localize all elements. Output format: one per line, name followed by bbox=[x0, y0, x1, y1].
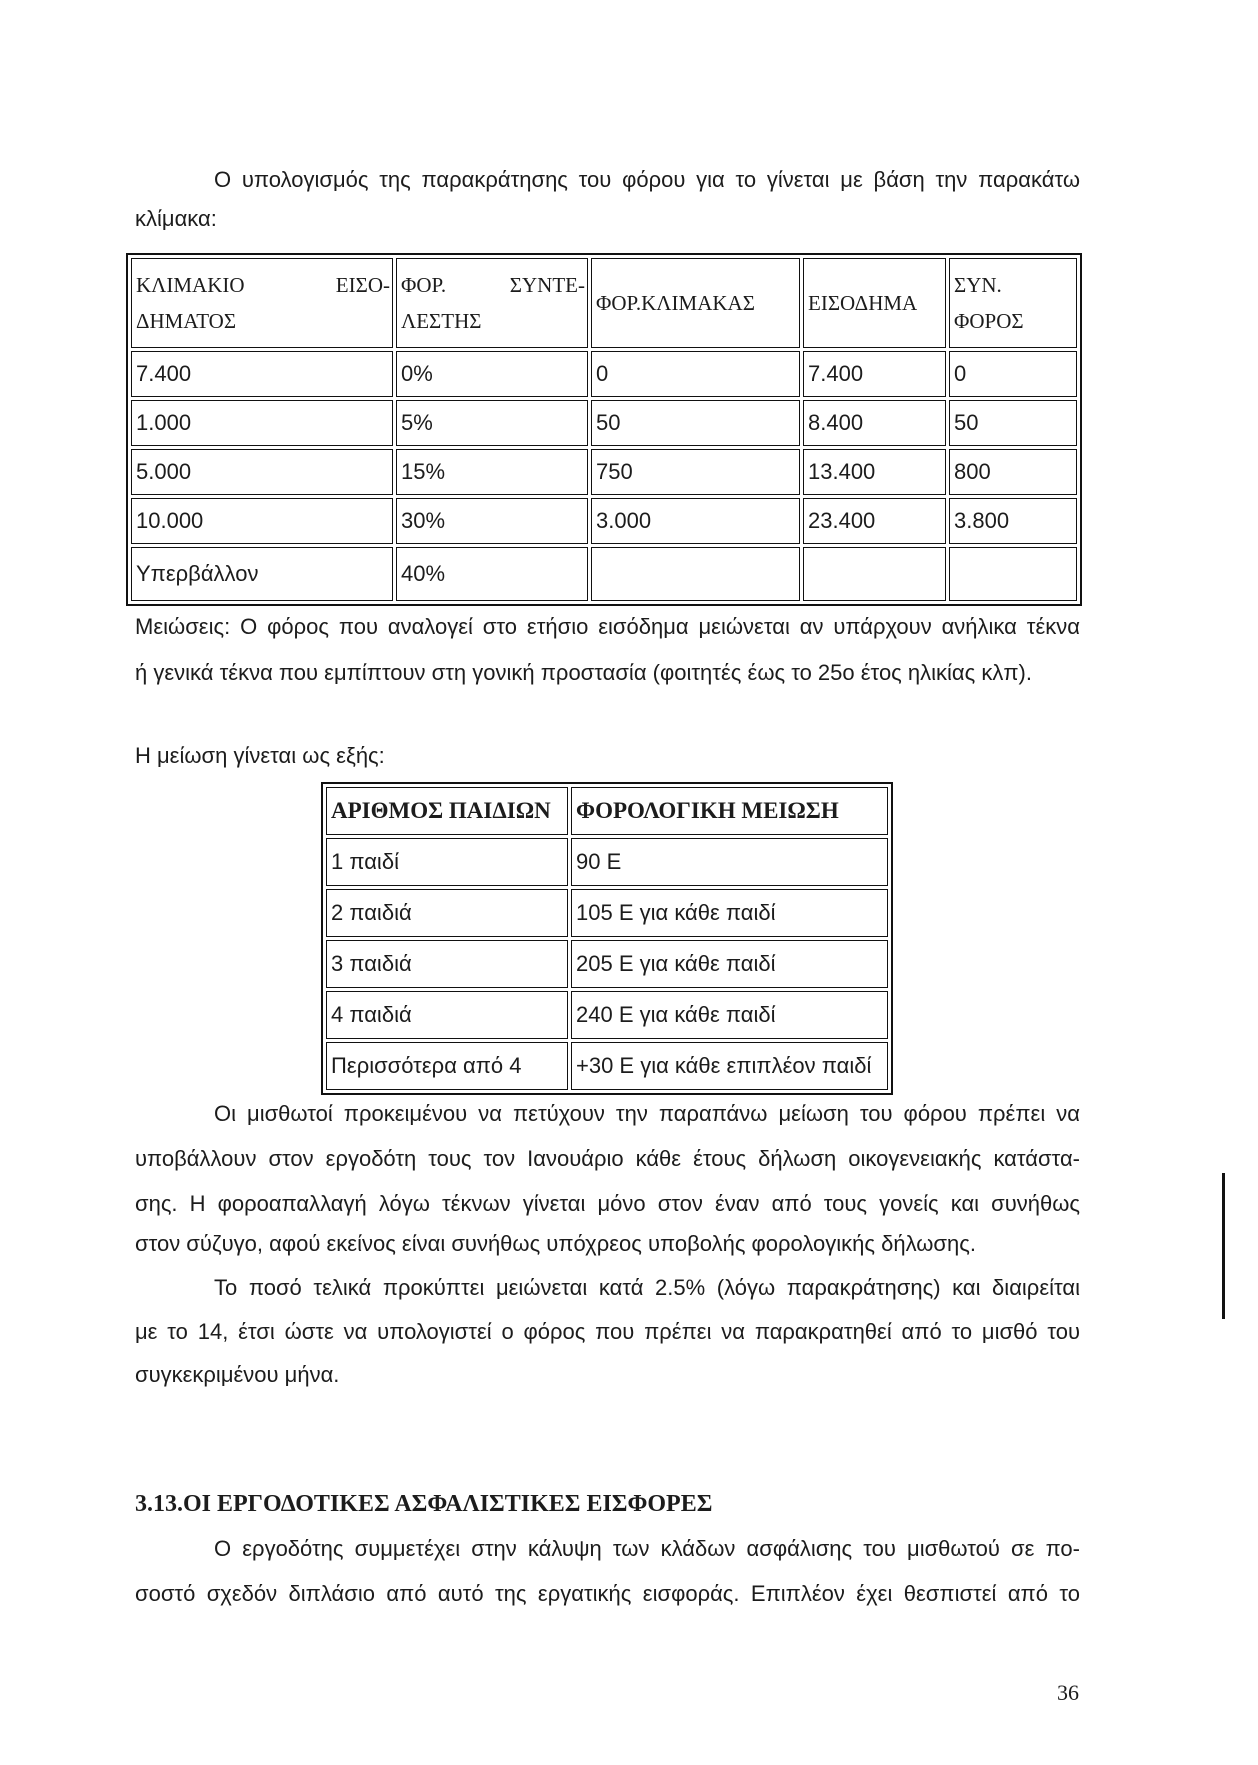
table-cell: 40% bbox=[396, 547, 588, 601]
column-header-children: ΑΡΙΘΜΟΣ ΠΑΙΔΙΩΝ bbox=[326, 787, 568, 835]
table-cell: 0% bbox=[396, 351, 588, 397]
table-cell: 0 bbox=[591, 351, 800, 397]
section-heading: 3.13.ΟΙ ΕΡΓΟΔΟΤΙΚΕΣ ΑΣΦΑΛΙΣΤΙΚΕΣ ΕΙΣΦΟΡΕΣ bbox=[135, 1491, 713, 1517]
table-cell: 3.800 bbox=[949, 498, 1077, 544]
table-cell: 90 Ε bbox=[571, 838, 888, 886]
column-header-line: ΦΟΡ.ΚΛΙΜΑΚΑΣ bbox=[596, 291, 755, 315]
paragraph-line: υποβάλλουν στον εργοδότη τους τον Ιανουάριο κάθε έτους δήλωση οικογενειακής κατάστα- bbox=[135, 1146, 1080, 1171]
table-cell: 800 bbox=[949, 449, 1077, 495]
table-cell: +30 Ε για κάθε επιπλέον παιδί bbox=[571, 1042, 888, 1090]
table-cell: 50 bbox=[949, 400, 1077, 446]
column-header-line: ΦΟΡΟΣ bbox=[954, 309, 1024, 333]
children-reduction-table bbox=[321, 782, 893, 1095]
column-header-income bbox=[803, 258, 946, 348]
paragraph-line: συγκεκριμένου μήνα. bbox=[135, 1362, 340, 1387]
table-cell: 13.400 bbox=[803, 449, 946, 495]
table-cell: 0 bbox=[949, 351, 1077, 397]
table-cell: 3 παιδιά bbox=[326, 940, 568, 988]
margin-rule bbox=[1222, 1173, 1225, 1319]
column-header-tax-reduction: ΦΟΡΟΛΟΓΙΚΗ ΜΕΙΩΣΗ bbox=[571, 787, 888, 835]
table-cell: 105 Ε για κάθε παιδί bbox=[571, 889, 888, 937]
column-header-line: ΣΥΝ. bbox=[954, 273, 1002, 297]
paragraph-line: κλίμακα: bbox=[135, 206, 217, 231]
table-cell: 240 Ε για κάθε παιδί bbox=[571, 991, 888, 1039]
table-cell: Υπερβάλλον bbox=[131, 547, 393, 601]
table-cell: 7.400 bbox=[803, 351, 946, 397]
table-cell: 8.400 bbox=[803, 400, 946, 446]
table-cell: 50 bbox=[591, 400, 800, 446]
paragraph-line: με το 14, έτσι ώστε να υπολογιστεί ο φόρος που πρέπει να παρακρατηθεί από το μισθό του bbox=[135, 1319, 1080, 1344]
paragraph-line: σης. Η φοροαπαλλαγή λόγω τέκνων γίνεται μόνο στον έναν από τους γονείς και συνήθως bbox=[135, 1191, 1080, 1216]
column-header-bracket-tax bbox=[591, 258, 800, 348]
column-header-line: ΦΟΡ. ΣΥΝΤΕ- bbox=[401, 273, 585, 297]
table-cell bbox=[803, 547, 946, 601]
table-cell bbox=[949, 547, 1077, 601]
column-header-line: ΕΙΣΟΔΗΜΑ bbox=[808, 291, 918, 315]
table-cell: 1 παιδί bbox=[326, 838, 568, 886]
table-cell: 23.400 bbox=[803, 498, 946, 544]
paragraph-line: Μειώσεις: Ο φόρος που αναλογεί στο ετήσιο εισόδημα μειώνεται αν υπάρχουν ανήλικα τέκνα bbox=[135, 614, 1080, 639]
column-header-line: ΚΛΙΜΑΚΙΟ ΕΙΣΟ- bbox=[136, 273, 390, 297]
paragraph-line: σοστό σχεδόν διπλάσιο από αυτό της εργατικής εισφοράς. Επιπλέον έχει θεσπιστεί από το bbox=[135, 1581, 1080, 1606]
paragraph-line: Το ποσό τελικά προκύπτει μειώνεται κατά 2.5% (λόγω παρακράτησης) και διαιρείται bbox=[214, 1275, 1080, 1300]
table-cell: 10.000 bbox=[131, 498, 393, 544]
table-cell: 3.000 bbox=[591, 498, 800, 544]
table-cell: 30% bbox=[396, 498, 588, 544]
table-cell: 2 παιδιά bbox=[326, 889, 568, 937]
column-header-line: ΛΕΣΤΗΣ bbox=[401, 309, 482, 333]
column-header-tax-rate bbox=[396, 258, 588, 348]
table-cell bbox=[591, 547, 800, 601]
table-cell: 205 Ε για κάθε παιδί bbox=[571, 940, 888, 988]
paragraph-line: Οι μισθωτοί προκειμένου να πετύχουν την παραπάνω μείωση του φόρου πρέπει να bbox=[214, 1101, 1080, 1126]
table-cell: 750 bbox=[591, 449, 800, 495]
paragraph-line: ή γενικά τέκνα που εμπίπτουν στη γονική προστασία (φοιτητές έως το 25ο έτος ηλικίας κλπ). bbox=[135, 660, 1032, 685]
table-cell: 5% bbox=[396, 400, 588, 446]
table-intro-line: Η μείωση γίνεται ως εξής: bbox=[135, 743, 385, 768]
paragraph-line: στον σύζυγο, αφού εκείνος είναι συνήθως υπόχρεος υποβολής φορολογικής δήλωσης. bbox=[135, 1231, 976, 1256]
table-cell: 15% bbox=[396, 449, 588, 495]
paragraph-line: Ο εργοδότης συμμετέχει στην κάλυψη των κλάδων ασφάλισης του μισθωτού σε πο- bbox=[214, 1536, 1080, 1561]
table-cell: Περισσότερα από 4 bbox=[326, 1042, 568, 1090]
paragraph-line: Ο υπολογισμός της παρακράτησης του φόρου για το γίνεται με βάση την παρακάτω bbox=[214, 167, 1080, 192]
page-number: 36 bbox=[1057, 1680, 1079, 1705]
table-cell: 4 παιδιά bbox=[326, 991, 568, 1039]
column-header-total-tax bbox=[949, 258, 1077, 348]
column-header-income-bracket bbox=[131, 258, 393, 348]
tax-scale-table bbox=[126, 253, 1082, 606]
table-cell: 1.000 bbox=[131, 400, 393, 446]
table-cell: 5.000 bbox=[131, 449, 393, 495]
column-header-line: ΔΗΜΑΤΟΣ bbox=[136, 309, 237, 333]
table-cell: 7.400 bbox=[131, 351, 393, 397]
